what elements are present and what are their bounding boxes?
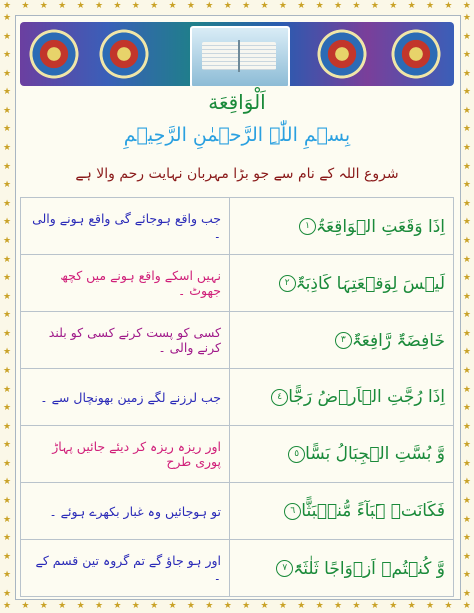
quran-book-banner-icon: [20, 22, 454, 86]
basmala-translation: شروع اللہ کے نام سے جو بڑا مہربان نہایت رحم والا ہے: [75, 166, 399, 182]
verse-number-icon: ٤: [271, 389, 288, 406]
verse-translation-cell: [21, 540, 230, 597]
surah-title: اَلْوَاقِعَة: [208, 90, 266, 114]
verse-row: [21, 255, 454, 312]
verse-row: [21, 540, 454, 597]
verse-translation-text: جب واقع ہوجائے گی واقع ہونے والی ۔: [32, 211, 221, 241]
verse-arabic-cell: [230, 198, 454, 255]
verse-translation-text: تو ہوجائیں وہ غبار بکھرے ہوئے ۔: [49, 503, 221, 519]
verse-number-icon: ٣: [335, 332, 352, 349]
verse-arabic-text: لَیۡسَ لِوَقۡعَتِہَا کَاذِبَۃٌ: [295, 273, 445, 294]
star-border-right: ★ ★ ★ ★ ★ ★ ★ ★ ★ ★ ★ ★ ★ ★ ★ ★ ★ ★ ★ ★ ★ ★ ★ ★ ★ ★ ★ ★ ★ ★ ★ ★: [462, 13, 471, 599]
verse-arabic-cell: [230, 255, 454, 312]
verse-row: [21, 312, 454, 369]
verse-translation-cell: [21, 198, 230, 255]
verse-arabic-text: خَافِضَۃٌ رَّافِعَۃٌ: [351, 330, 445, 351]
verse-translation-cell: [21, 426, 230, 483]
verse-translation-text: نہیں اسکے واقع ہونے میں کچھ جھوٹ ۔: [60, 268, 221, 298]
verse-arabic-text: وَّ بُسَّتِ الۡجِبَالُ بَسًّا: [305, 444, 445, 464]
verse-row: [21, 198, 454, 255]
verse-number-icon: ٧: [276, 560, 293, 577]
verse-row: [21, 483, 454, 540]
verse-translation-text: اور ہو جاؤ گے تم گروہ تین قسم کے ۔: [35, 553, 221, 583]
star-border-bottom: ★ ★ ★ ★ ★ ★ ★ ★ ★ ★ ★ ★ ★ ★ ★ ★ ★ ★ ★ ★ ★ ★ ★ ★ ★ ★: [3, 601, 471, 611]
verse-arabic-text: اِذَا وَقَعَتِ الۡوَاقِعَۃُ: [316, 216, 445, 237]
verse-translation-cell: [21, 255, 230, 312]
verses-table: [20, 197, 454, 597]
verse-number-icon: ٢: [279, 275, 296, 292]
floral-ornament-icon: [98, 28, 150, 80]
basmala: بِسۡمِ اللّٰہِ الرَّحۡمٰنِ الرَّحِیۡمِ: [123, 124, 351, 146]
verse-translation-text: کسی کو پست کرنے کسی کو بلند کرنے والی ۔: [48, 325, 221, 355]
verse-number-icon: ٥: [288, 446, 305, 463]
verse-translation-text: جب لرزنے لگے زمین بھونچال سے ۔: [40, 389, 221, 405]
verse-arabic-cell: [230, 312, 454, 369]
verse-arabic-text: فَکَانَتۡ ہَبَآءً مُّنۡۢبَثًّا: [301, 501, 445, 521]
floral-ornament-icon: [316, 28, 368, 80]
verse-arabic-text: اِذَا رُجَّتِ الۡاَرۡضُ رَجًّا: [288, 387, 445, 407]
verse-translation-cell: [21, 369, 230, 426]
floral-ornament-icon: [28, 28, 80, 80]
verse-number-icon: ٦: [284, 503, 301, 520]
star-border-top: ★ ★ ★ ★ ★ ★ ★ ★ ★ ★ ★ ★ ★ ★ ★ ★ ★ ★ ★ ★ ★ ★ ★ ★ ★ ★: [3, 1, 471, 11]
floral-ornament-icon: [390, 28, 442, 80]
verse-arabic-cell: [230, 426, 454, 483]
verse-translation-text: اور ریزہ ریزہ کر دیئے جائیں پہاڑ پوری طرح: [52, 439, 221, 469]
open-book-icon: [190, 26, 290, 86]
verse-translation-cell: [21, 483, 230, 540]
verse-arabic-cell: [230, 369, 454, 426]
verse-arabic-cell: [230, 483, 454, 540]
star-border-left: ★ ★ ★ ★ ★ ★ ★ ★ ★ ★ ★ ★ ★ ★ ★ ★ ★ ★ ★ ★ ★ ★ ★ ★ ★ ★ ★ ★ ★ ★ ★ ★: [3, 13, 12, 599]
verse-number-icon: ١: [299, 218, 316, 235]
verse-arabic-cell: [230, 540, 454, 597]
verse-row: [21, 426, 454, 483]
verse-translation-cell: [21, 312, 230, 369]
verse-arabic-text: وَّ کُنۡتُمۡ اَزۡوَاجًا ثَلٰثَۃً: [293, 558, 445, 579]
verse-row: [21, 369, 454, 426]
